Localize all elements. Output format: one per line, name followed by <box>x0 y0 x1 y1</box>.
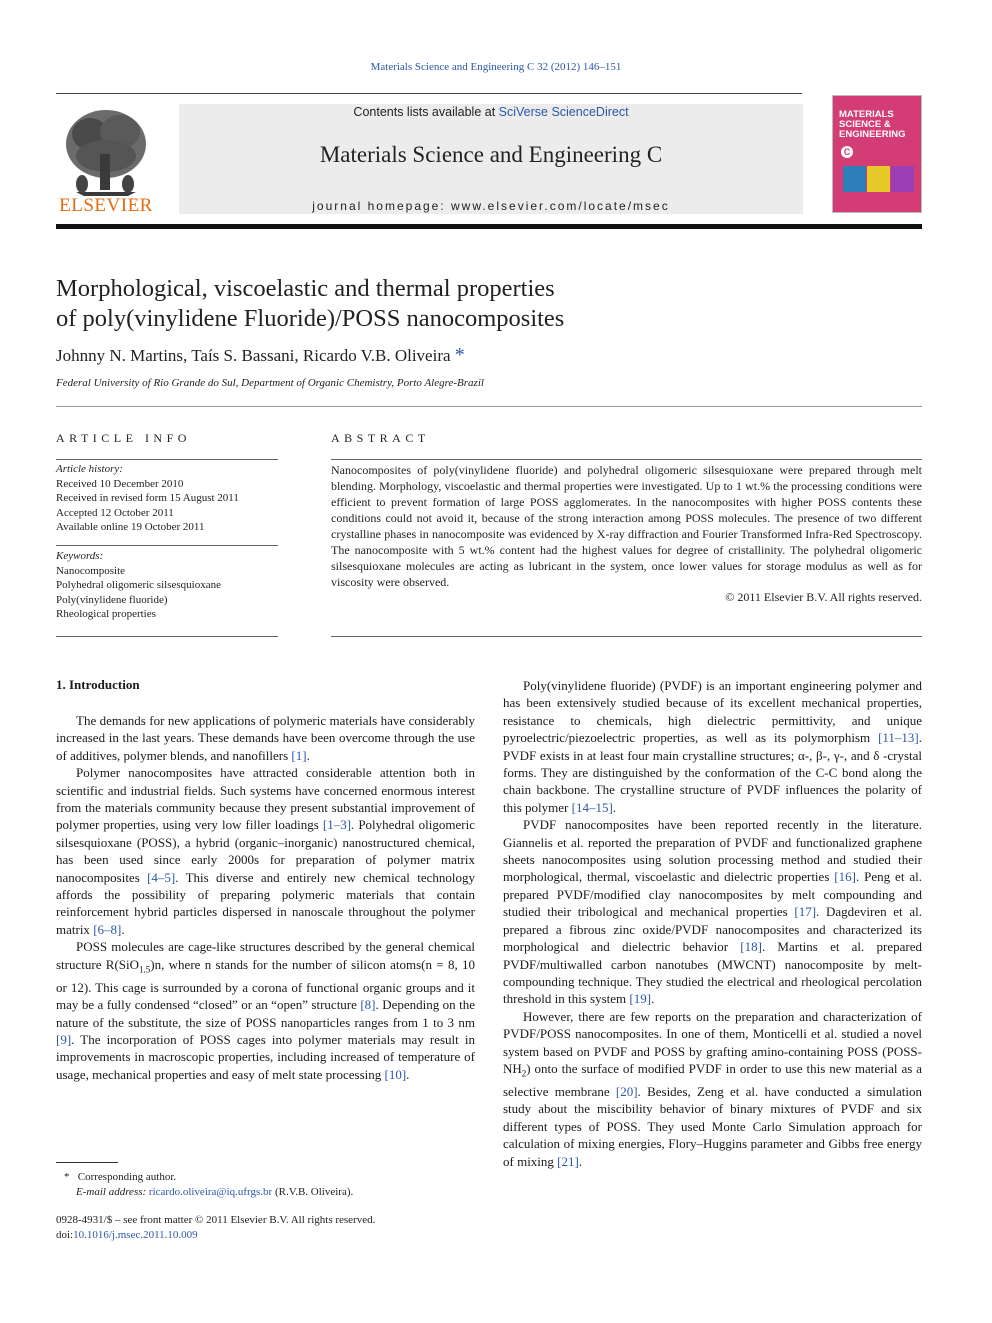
cover-image-blue <box>843 166 866 192</box>
paragraph: POSS molecules are cage-like structures described by the general chemical structure R(SiO$_{1.5}$)n, where n stands for the number of silicon atoms(n = 8, 10 or 12). This cage is surrounded by a corona of functional organic groups and it may be a fully condensed “closed” or an “open” structure [8]. Depending on the nature of the substitute, the size of POSS nanoparticles ranges from 1 to 3 nm [9]. The incorporation of POSS cages into polymer materials may result in improvements in macroscopic properties, including increased of temperature of usage, mechanical properties and easy of melt state processing [10]. <box>56 939 476 1082</box>
keyword: Polyhedral oligomeric silsesquioxane <box>56 579 221 591</box>
divider <box>331 636 922 637</box>
citation-link[interactable]: [6–8] <box>93 921 122 937</box>
received-date: Received 10 December 2010 <box>56 477 184 490</box>
divider <box>331 459 922 460</box>
left-column <box>56 712 475 1083</box>
paragraph: The demands for new applications of polymeric materials have considerably increased in the last years. These demands have been overcome through the use of additives, polymer blends, and nanofillers [1]. <box>56 713 475 763</box>
footnote-mark: * <box>64 1171 70 1183</box>
section-heading-introduction: 1. Introduction <box>56 677 140 692</box>
issn-line: 0928-4931/$ – see front matter © 2011 Elsevier B.V. All rights reserved. <box>56 1214 376 1226</box>
keyword: Rheological properties <box>56 608 156 620</box>
email-suffix: (R.V.B. Oliveira). <box>272 1186 354 1198</box>
divider <box>56 636 278 637</box>
citation-link[interactable]: [14–15] <box>571 799 613 815</box>
keywords <box>56 549 221 622</box>
citation-link[interactable]: [17] <box>794 904 817 920</box>
journal-cover[interactable] <box>832 95 922 213</box>
title-line-1: Morphological, viscoelastic and thermal properties <box>56 275 555 302</box>
revised-date: Received in revised form 15 August 2011 <box>56 492 239 504</box>
accepted-date: Accepted 12 October 2011 <box>56 506 174 519</box>
citation-link[interactable]: [16] <box>834 869 856 885</box>
front-matter <box>56 1213 375 1242</box>
sciencedirect-link[interactable]: SciVerse ScienceDirect <box>498 105 629 119</box>
cover-image-purple <box>891 166 914 192</box>
citation-link[interactable]: [4–5] <box>147 869 176 885</box>
divider <box>56 545 278 546</box>
doi-label: doi: <box>56 1228 74 1241</box>
article-history <box>56 462 239 535</box>
article-info-heading: ARTICLE INFO <box>56 431 191 445</box>
abstract-text: Nanocomposites of poly(vinylidene fluoride) and polyhedral oligomeric silsesquioxane were prepared through melt blending. Morphology, viscoelastic and thermal properties were investigated. Up to 1 wt.% the processing conditions were efficient to prevent formation of large POSS agglomerates. In the nanocomposites with higher POSS contents these conditions could not avoid it, because of the strong interaction among POSS molecules. The presence of two different crystalline phases in nanocomposite was evidenced by X-ray diffraction and Fourier Transformed Infra-Red Spectroscopy. The nanocomposite with 5 wt.% content had the highest values for degree of cristallinity. The polyhedral oligomeric silsesquioxane molecules are acting as lubricant in the system, once lower values for storage modulus as well as for viscosity were observed. <box>331 463 922 589</box>
citation-link[interactable]: [19] <box>629 991 652 1007</box>
citation-link[interactable]: [20] <box>615 1083 638 1099</box>
elsevier-wordmark: ELSEVIER <box>59 195 153 216</box>
citation-link[interactable]: [1] <box>291 747 307 763</box>
history-heading: Article history: <box>56 463 123 475</box>
paragraph: PVDF nanocomposites have been reported recently in the literature. Giannelis et al. reported the preparation of PVDF and functionalized graphene sheets nanocomposites using solution processing method and studied their morphological, thermal, viscoelastic and dielectric properties [16]. Peng et al. prepared PVDF/modified clay nanocomposites by melt compounding and studied their tribological and mechanical properties [17]. Dagdeviren et al. prepared a fibrous zinc oxide/PVDF nanocomposites and characterized its morphological and dielectric behavior [18]. Martins et al. prepared PVDF/multiwalled carbon nanotubes (MWCNT) nanocomposite by melt-compounding technique. They studied the electrical and rheological percolation threshold in this system [19]. <box>503 817 922 1007</box>
citation-link[interactable]: [10] <box>384 1066 407 1082</box>
divider <box>56 406 922 407</box>
online-date: Available online 19 October 2011 <box>56 521 205 533</box>
citation-link[interactable]: [1–3] <box>322 817 352 833</box>
authors <box>56 344 465 367</box>
paragraph: Poly(vinylidene fluoride) (PVDF) is an important engineering polymer and has been extensively studied because of its excellent mechanical properties, resistance to chemicals, high dielectric permittivity, and unique pyroelectric/piezoelectric properties, as well as its polymorphism [11–13]. PVDF exists in at least four main crystalline structures; α-, β-, γ-, and δ -crystal forms. They are distinguished by the conformation of the C-C bond along the chain backbone. The crystalline structure of PVDF influences the polarity of this polymer [14–15]. <box>503 678 922 815</box>
corresponding-author-note: Corresponding author. <box>77 1171 177 1183</box>
author-list: Johnny N. Martins, Taís S. Bassani, Ricardo V.B. Oliveira <box>56 346 451 365</box>
header-rule <box>56 93 802 94</box>
abstract-heading: ABSTRACT <box>331 431 430 445</box>
doi-link[interactable]: 10.1016/j.msec.2011.10.009 <box>73 1228 198 1241</box>
right-column <box>503 677 922 1170</box>
journal-reference[interactable]: Materials Science and Engineering C 32 (2012) 146–151 <box>370 61 622 73</box>
paragraph: Polymer nanocomposites have attracted considerable attention both in scientific and industrial fields. Such systems have concerned enormous interest from the materials community because they present substantial improvement of polymer properties, using very low filler loadings [1–3]. Polyhedral oligomeric silsesquioxane (POSS), a hybrid (organic–inorganic) nanostructured chemical, has been used since early 2000s for preparation of polymer matrix nanocomposites [4–5]. This diverse and entirely new chemical technology affords the possibility of preparing polymeric materials that contain reinforcement hybrid particles dispersed in nanoscale throughout the polymer matrix [6–8]. <box>56 765 476 937</box>
citation-link[interactable]: [18] <box>740 939 762 955</box>
abstract-copyright: © 2011 Elsevier B.V. All rights reserved. <box>725 590 922 604</box>
title-line-2: of poly(vinylidene Fluoride)/POSS nanocomposites <box>56 305 565 332</box>
footnote <box>56 1170 353 1200</box>
affiliation: Federal University of Rio Grande do Sul, Department of Organic Chemistry, Porto Alegre-Brazil <box>56 377 484 389</box>
journal-homepage[interactable]: journal homepage: www.elsevier.com/locate/msec <box>312 199 670 213</box>
citation-link[interactable]: [11–13] <box>878 730 919 746</box>
email-link[interactable]: ricardo.oliveira@iq.ufrgs.br <box>148 1186 273 1198</box>
keywords-heading: Keywords: <box>56 550 104 562</box>
corresponding-author-mark[interactable]: * <box>454 344 465 366</box>
cover-image-yellow <box>867 166 890 192</box>
keyword: Poly(vinylidene fluoride) <box>56 593 168 606</box>
cover-title: MATERIALS SCIENCE & ENGINEERING <box>839 109 906 140</box>
citation-link[interactable]: [8] <box>360 997 376 1013</box>
header-thick-rule <box>56 224 922 229</box>
divider <box>56 459 278 460</box>
keyword: Nanocomposite <box>56 564 126 577</box>
citation-link[interactable]: [9] <box>56 1031 72 1047</box>
cover-letter: C <box>841 146 853 158</box>
footnote-rule <box>56 1162 118 1163</box>
citation-link[interactable]: [21] <box>557 1153 579 1169</box>
email-label: E-mail address: <box>76 1186 149 1198</box>
paper-title <box>56 274 676 334</box>
journal-title: Materials Science and Engineering C <box>319 142 663 167</box>
contents-prefix: Contents lists available at <box>353 105 499 119</box>
contents-line <box>179 105 803 119</box>
paragraph: However, there are few reports on the preparation and characterization of PVDF/POSS nanocomposites. In one of them, Monticelli et al. studied a novel system based on PVDF and POSS by grafting amino-containing POSS $(POSS-NH_2)$ onto the surface of modified PVDF in order to use this new material as a selective membrane [20]. Besides, Zeng et al. have conducted a simulation study about the miscibility behavior of binary mixtures of PVDF and six different types of POSS. They used Monte Carlo Simulation approach for calculation of mixing energies, Flory–Huggins parameter and Gibbs free energy of mixing [21]. <box>503 1008 922 1169</box>
